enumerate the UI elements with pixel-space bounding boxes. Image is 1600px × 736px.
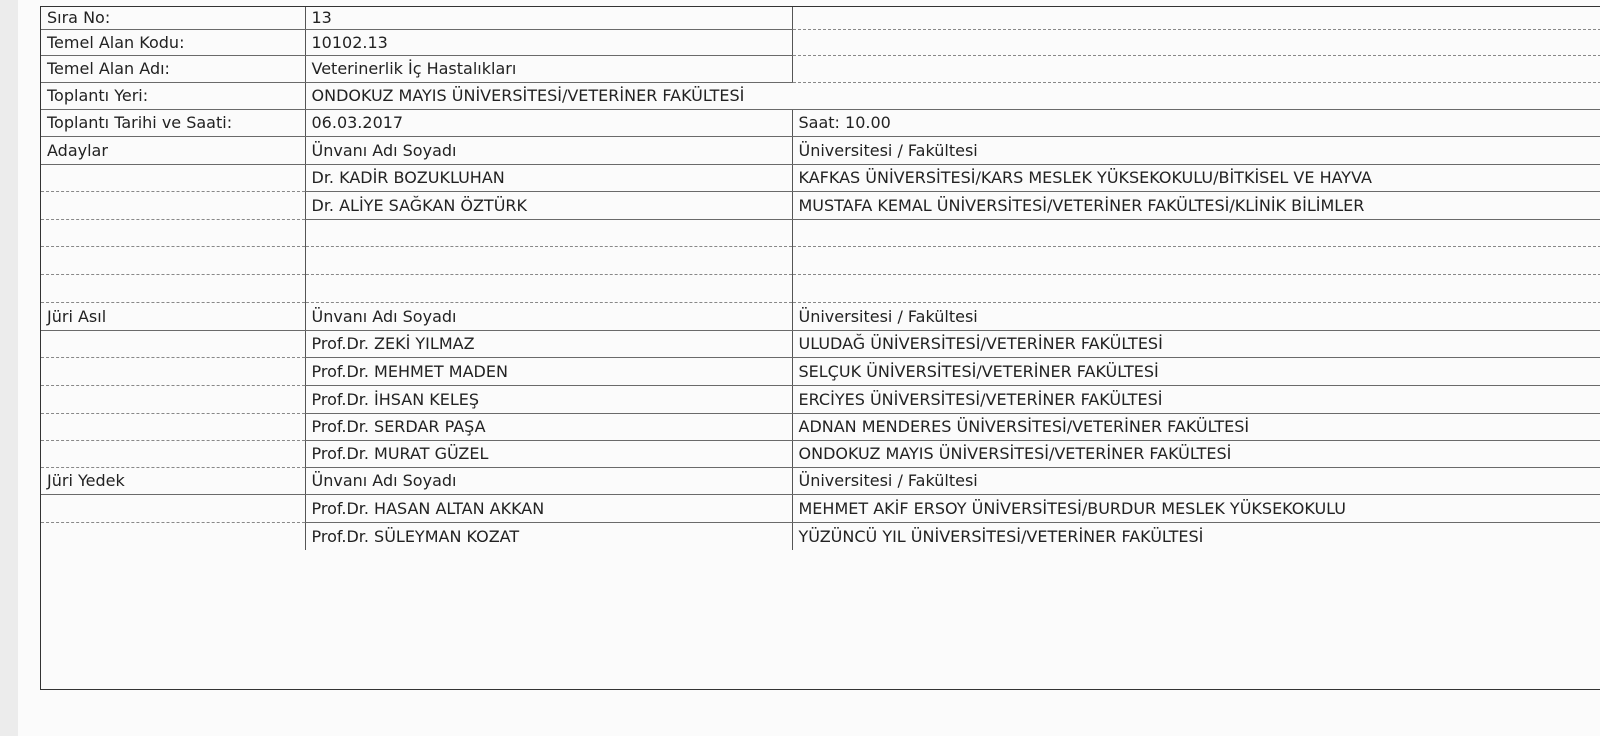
table-row: [41, 468, 1600, 495]
table-row: [41, 137, 1600, 165]
name-cell: [305, 275, 792, 303]
institution-cell: MEHMET AKİF ERSOY ÜNİVERSİTESİ/BURDUR MESLEK YÜKSEKOKULU: [792, 495, 1600, 523]
institution-cell: [792, 247, 1600, 275]
institution-cell: KAFKAS ÜNİVERSİTESİ/KARS MESLEK YÜKSEKOKULU/BİTKİSEL VE HAYVA: [792, 165, 1600, 192]
row-label-cell: [41, 386, 305, 414]
name-cell: 13: [305, 7, 792, 30]
row-label-cell: Sıra No:: [41, 7, 305, 30]
institution-cell: [792, 56, 1600, 83]
table-row: [41, 56, 1600, 83]
table-row: [41, 220, 1600, 247]
name-cell: [305, 247, 792, 275]
row-label-cell: [41, 414, 305, 441]
table-row: [41, 7, 1600, 30]
name-cell: Prof.Dr. SERDAR PAŞA: [305, 414, 792, 441]
table-row: [41, 358, 1600, 386]
table-row: [41, 441, 1600, 468]
institution-cell: Üniversitesi / Fakültesi: [792, 137, 1600, 165]
row-label-cell: [41, 165, 305, 192]
row-label-cell: [41, 523, 305, 551]
table-row: [41, 414, 1600, 441]
row-label-cell: [41, 192, 305, 220]
institution-cell: ERCİYES ÜNİVERSİTESİ/VETERİNER FAKÜLTESİ: [792, 386, 1600, 414]
table-row: [41, 523, 1600, 551]
jury-table-body: [41, 7, 1600, 550]
name-cell: Prof.Dr. HASAN ALTAN AKKAN: [305, 495, 792, 523]
row-label-cell: [41, 495, 305, 523]
institution-cell: [792, 30, 1600, 56]
row-label-cell: Toplantı Tarihi ve Saati:: [41, 110, 305, 137]
row-label-cell: [41, 441, 305, 468]
name-cell: Prof.Dr. SÜLEYMAN KOZAT: [305, 523, 792, 551]
table-row: [41, 495, 1600, 523]
institution-cell: [792, 220, 1600, 247]
table-row: [41, 247, 1600, 275]
table-row: [41, 275, 1600, 303]
row-label-cell: Temel Alan Adı:: [41, 56, 305, 83]
row-label-cell: Jüri Yedek: [41, 468, 305, 495]
row-label-cell: Toplantı Yeri:: [41, 83, 305, 110]
name-cell: 10102.13: [305, 30, 792, 56]
table-row: [41, 192, 1600, 220]
institution-cell: SELÇUK ÜNİVERSİTESİ/VETERİNER FAKÜLTESİ: [792, 358, 1600, 386]
institution-cell: ADNAN MENDERES ÜNİVERSİTESİ/VETERİNER FAKÜLTESİ: [792, 414, 1600, 441]
row-label-cell: [41, 247, 305, 275]
name-cell: Ünvanı Adı Soyadı: [305, 303, 792, 331]
table-row: [41, 30, 1600, 56]
name-cell: Ünvanı Adı Soyadı: [305, 468, 792, 495]
table-row: [41, 303, 1600, 331]
row-label-cell: [41, 331, 305, 358]
name-cell: Prof.Dr. MEHMET MADEN: [305, 358, 792, 386]
name-cell: ONDOKUZ MAYIS ÜNİVERSİTESİ/VETERİNER FAKÜLTESİ: [305, 83, 1600, 110]
row-label-cell: [41, 358, 305, 386]
row-label-cell: Adaylar: [41, 137, 305, 165]
institution-cell: Saat: 10.00: [792, 110, 1600, 137]
row-label-cell: [41, 220, 305, 247]
institution-cell: Üniversitesi / Fakültesi: [792, 303, 1600, 331]
row-label-cell: Jüri Asıl: [41, 303, 305, 331]
table-row: [41, 83, 1600, 110]
name-cell: Dr. ALİYE SAĞKAN ÖZTÜRK: [305, 192, 792, 220]
row-label-cell: [41, 275, 305, 303]
name-cell: Prof.Dr. ZEKİ YILMAZ: [305, 331, 792, 358]
name-cell: [305, 220, 792, 247]
table-row: [41, 165, 1600, 192]
institution-cell: Üniversitesi / Fakültesi: [792, 468, 1600, 495]
institution-cell: ULUDAĞ ÜNİVERSİTESİ/VETERİNER FAKÜLTESİ: [792, 331, 1600, 358]
table-row: [41, 110, 1600, 137]
institution-cell: YÜZÜNCÜ YIL ÜNİVERSİTESİ/VETERİNER FAKÜLTESİ: [792, 523, 1600, 551]
name-cell: Prof.Dr. MURAT GÜZEL: [305, 441, 792, 468]
institution-cell: [792, 7, 1600, 30]
institution-cell: [792, 275, 1600, 303]
name-cell: Prof.Dr. İHSAN KELEŞ: [305, 386, 792, 414]
name-cell: Ünvanı Adı Soyadı: [305, 137, 792, 165]
table-row: [41, 331, 1600, 358]
table-row: [41, 386, 1600, 414]
institution-cell: ONDOKUZ MAYIS ÜNİVERSİTESİ/VETERİNER FAKÜLTESİ: [792, 441, 1600, 468]
name-cell: 06.03.2017: [305, 110, 792, 137]
name-cell: Dr. KADİR BOZUKLUHAN: [305, 165, 792, 192]
jury-table-frame: [40, 6, 1600, 690]
name-cell: Veterinerlik İç Hastalıkları: [305, 56, 792, 83]
jury-table: [41, 7, 1600, 550]
row-label-cell: Temel Alan Kodu:: [41, 30, 305, 56]
institution-cell: MUSTAFA KEMAL ÜNİVERSİTESİ/VETERİNER FAKÜLTESİ/KLİNİK BİLİMLER: [792, 192, 1600, 220]
